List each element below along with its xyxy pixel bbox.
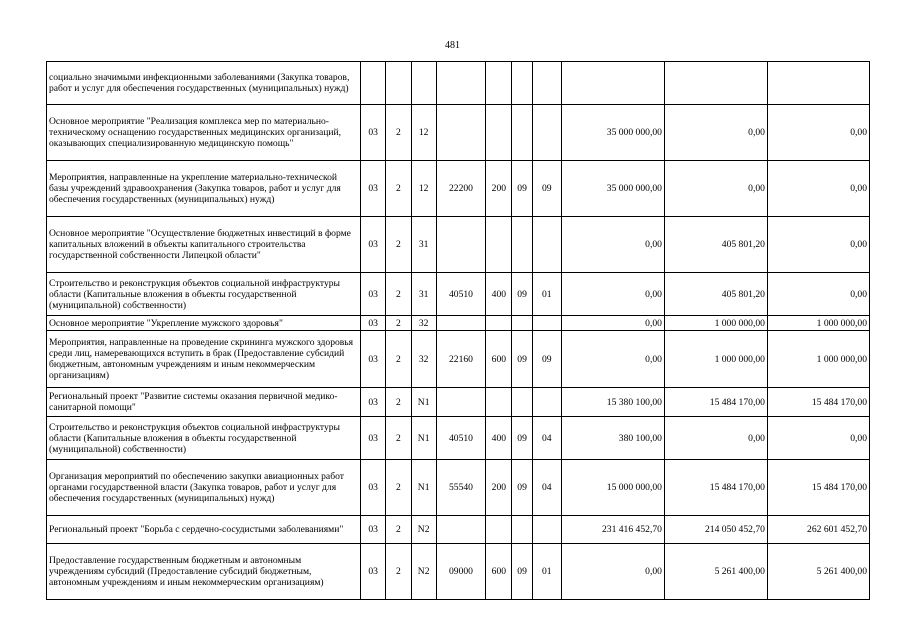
cell-event: N1 [411,460,436,516]
cell-subsection [532,316,561,331]
cell-amount-1: 15 000 000,00 [561,460,664,516]
cell-section: 09 [512,417,532,460]
cell-direction: 40510 [436,417,485,460]
cell-expense-type [486,316,512,331]
cell-program: 03 [361,105,386,161]
cell-expense-type: 600 [486,331,512,388]
cell-section: 09 [512,161,532,217]
cell-subsection: 09 [532,161,561,217]
cell-amount-3: 1 000 000,00 [767,316,869,331]
cell-program: 03 [361,217,386,273]
cell-direction: 09000 [436,544,485,600]
cell-subsection: 01 [532,544,561,600]
cell-expense-type [486,217,512,273]
cell-expense-type [486,516,512,544]
cell-section: 09 [512,460,532,516]
cell-event: 31 [411,217,436,273]
row-name: Основное мероприятие "Реализация комплекса мер по материально-техническому оснащению государственных медицинских организаций, оказывающих специализированную медицинскую помощь" [47,105,361,161]
cell-amount-1: 0,00 [561,316,664,331]
cell-program: 03 [361,388,386,417]
cell-amount-3: 0,00 [767,105,869,161]
cell-event: 32 [411,331,436,388]
cell-amount-2: 1 000 000,00 [664,316,767,331]
cell-subsection: 01 [532,273,561,316]
cell-amount-3: 0,00 [767,161,869,217]
table-row [47,273,870,316]
cell-expense-type [486,62,512,105]
cell-amount-1 [561,62,664,105]
cell-amount-3: 5 261 400,00 [767,544,869,600]
cell-program: 03 [361,417,386,460]
table-row [47,417,870,460]
cell-amount-2: 405 801,20 [664,273,767,316]
table-row [47,105,870,161]
cell-section [512,516,532,544]
cell-subprogram [386,62,411,105]
cell-amount-3: 1 000 000,00 [767,331,869,388]
row-name: Основное мероприятие "Осуществление бюджетных инвестиций в форме капитальных вложений в объекты капитального строительства государственной собственности Липецкой области" [47,217,361,273]
table-row [47,516,870,544]
cell-subprogram: 2 [386,388,411,417]
row-name: Основное мероприятие "Укрепление мужского здоровья" [47,316,361,331]
cell-amount-3: 15 484 170,00 [767,460,869,516]
table-row [47,217,870,273]
cell-expense-type: 400 [486,417,512,460]
cell-amount-2: 1 000 000,00 [664,331,767,388]
cell-subprogram: 2 [386,316,411,331]
cell-section: 09 [512,331,532,388]
table-row [47,161,870,217]
cell-program: 03 [361,161,386,217]
cell-amount-2: 15 484 170,00 [664,460,767,516]
cell-event: N2 [411,516,436,544]
row-name: Строительство и реконструкция объектов социальной инфраструктуры области (Капитальные вложения в объекты государственной (муниципальной) собственности) [47,273,361,316]
row-name: Предоставление государственным бюджетным и автономным учреждениям субсидий (Предоставление субсидий бюджетным, автономным учреждениям и иным некоммерческим организациям) [47,544,361,600]
cell-amount-2 [664,62,767,105]
cell-amount-1: 0,00 [561,273,664,316]
cell-section [512,316,532,331]
cell-expense-type: 400 [486,273,512,316]
cell-direction [436,316,485,331]
cell-program: 03 [361,460,386,516]
cell-direction: 55540 [436,460,485,516]
cell-subsection: 04 [532,460,561,516]
cell-amount-1: 0,00 [561,217,664,273]
cell-program: 03 [361,273,386,316]
cell-amount-2: 405 801,20 [664,217,767,273]
cell-section: 09 [512,544,532,600]
cell-section [512,62,532,105]
row-name: Мероприятия, направленные на укрепление материально-технической базы учреждений здравоохранения (Закупка товаров, работ и услуг для обеспечения государственных (муниципальных) нужд) [47,161,361,217]
cell-amount-3 [767,62,869,105]
cell-amount-2: 15 484 170,00 [664,388,767,417]
cell-amount-3: 15 484 170,00 [767,388,869,417]
cell-subprogram: 2 [386,331,411,388]
cell-program: 03 [361,331,386,388]
budget-table [46,61,870,600]
cell-event: 32 [411,316,436,331]
cell-section [512,105,532,161]
cell-direction: 22200 [436,161,485,217]
cell-subprogram: 2 [386,417,411,460]
cell-event [411,62,436,105]
cell-event: N1 [411,417,436,460]
cell-subprogram: 2 [386,516,411,544]
cell-expense-type: 600 [486,544,512,600]
cell-section [512,217,532,273]
cell-direction [436,105,485,161]
cell-expense-type: 200 [486,161,512,217]
cell-program: 03 [361,544,386,600]
page-number: 481 [445,40,460,51]
cell-amount-3: 0,00 [767,217,869,273]
row-name: Организация мероприятий по обеспечению закупки авиационных работ органами государственной власти (Закупка товаров, работ и услуг для обеспечения государственных (муниципальных) нужд) [47,460,361,516]
cell-subsection [532,105,561,161]
cell-amount-1: 35 000 000,00 [561,161,664,217]
row-name: Региональный проект "Развитие системы оказания первичной медико-санитарной помощи" [47,388,361,417]
cell-program [361,62,386,105]
cell-amount-3: 0,00 [767,417,869,460]
cell-amount-3: 0,00 [767,273,869,316]
row-name: Строительство и реконструкция объектов социальной инфраструктуры области (Капитальные вложения в объекты государственной (муниципальной) собственности) [47,417,361,460]
cell-direction [436,217,485,273]
cell-direction: 40510 [436,273,485,316]
cell-program: 03 [361,316,386,331]
cell-subprogram: 2 [386,161,411,217]
cell-amount-1: 231 416 452,70 [561,516,664,544]
cell-amount-2: 0,00 [664,161,767,217]
cell-event: 12 [411,161,436,217]
cell-expense-type: 200 [486,460,512,516]
cell-subprogram: 2 [386,105,411,161]
cell-amount-1: 15 380 100,00 [561,388,664,417]
row-name: Региональный проект "Борьба с сердечно-сосудистыми заболеваниями" [47,516,361,544]
row-name: социально значимыми инфекционными заболеваниями (Закупка товаров, работ и услуг для обеспечения государственных (муниципальных) нужд) [47,62,361,105]
cell-event: N1 [411,388,436,417]
cell-amount-1: 0,00 [561,544,664,600]
cell-amount-2: 5 261 400,00 [664,544,767,600]
cell-subprogram: 2 [386,544,411,600]
cell-subsection: 09 [532,331,561,388]
table-row [47,544,870,600]
table-row [47,460,870,516]
cell-amount-2: 0,00 [664,105,767,161]
cell-subprogram: 2 [386,460,411,516]
cell-amount-2: 214 050 452,70 [664,516,767,544]
cell-event: 31 [411,273,436,316]
cell-subprogram: 2 [386,273,411,316]
cell-subsection [532,516,561,544]
cell-subsection [532,388,561,417]
cell-amount-1: 35 000 000,00 [561,105,664,161]
cell-expense-type [486,105,512,161]
cell-amount-1: 0,00 [561,331,664,388]
cell-program: 03 [361,516,386,544]
row-name: Мероприятия, направленные на проведение скрининга мужского здоровья среди лиц, намеревающихся вступить в брак (Предоставление субсидий бюджетным, автономным учреждениям и иным некоммерческим организациям) [47,331,361,388]
cell-event: 12 [411,105,436,161]
cell-section [512,388,532,417]
cell-amount-2: 0,00 [664,417,767,460]
table-row [47,62,870,105]
table-row [47,388,870,417]
cell-subprogram: 2 [386,217,411,273]
cell-direction [436,516,485,544]
table-row [47,331,870,388]
cell-direction [436,388,485,417]
cell-subsection: 04 [532,417,561,460]
cell-event: N2 [411,544,436,600]
cell-direction [436,62,485,105]
cell-expense-type [486,388,512,417]
cell-amount-3: 262 601 452,70 [767,516,869,544]
cell-section: 09 [512,273,532,316]
cell-subsection [532,217,561,273]
cell-subsection [532,62,561,105]
table-row [47,316,870,331]
cell-direction: 22160 [436,331,485,388]
cell-amount-1: 380 100,00 [561,417,664,460]
